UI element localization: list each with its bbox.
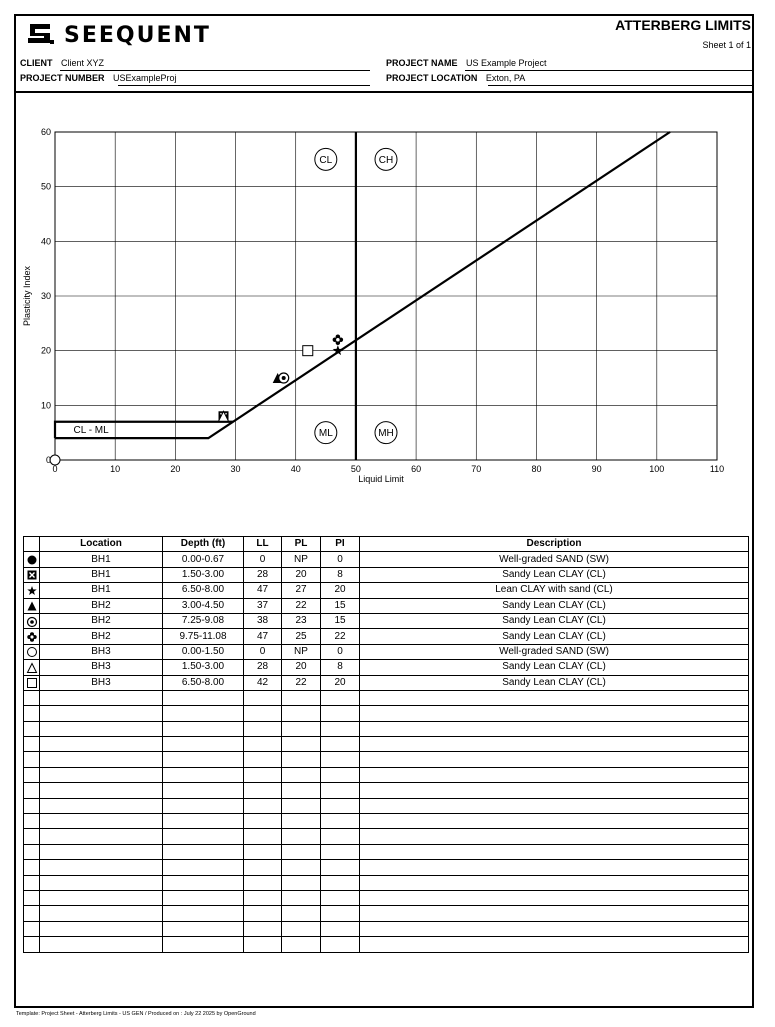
cell-pi: 0: [321, 644, 360, 659]
hatched-square-icon: [26, 569, 38, 581]
cell-pi: [321, 706, 360, 721]
cell-ll: [244, 798, 282, 813]
open-triangle-marker: [27, 663, 36, 672]
cell-ll: [244, 921, 282, 936]
table-row: [24, 921, 749, 936]
cell-pi: [321, 690, 360, 705]
x-tick-label: 70: [471, 464, 482, 474]
cell-symbol: [24, 644, 40, 659]
cell-pl: [282, 737, 321, 752]
plasticity-chart: [0, 100, 775, 600]
cell-depth: [163, 690, 244, 705]
project-number-value: USExampleProj: [113, 73, 177, 83]
cell-pl: NP: [282, 644, 321, 659]
cell-pl: 22: [282, 675, 321, 690]
cell-description: [360, 690, 749, 705]
circle-dot-icon: [26, 616, 38, 628]
y-tick-label: 10: [40, 400, 51, 411]
cell-location: [40, 844, 163, 859]
cell-ll: [244, 937, 282, 952]
cell-ll: 37: [244, 598, 282, 613]
cell-pl: [282, 829, 321, 844]
table-row: [24, 844, 749, 859]
zone-label-ml: ML: [318, 428, 333, 440]
cell-location: BH2: [40, 598, 163, 613]
cell-pi: 0: [321, 552, 360, 567]
cell-depth: [163, 937, 244, 952]
cell-description: Lean CLAY with sand (CL): [360, 583, 749, 598]
cell-ll: [244, 814, 282, 829]
cell-location: [40, 890, 163, 905]
cell-pi: [321, 937, 360, 952]
col-location: Location: [40, 537, 163, 552]
cell-symbol: [24, 937, 40, 952]
cell-pl: 20: [282, 567, 321, 582]
cell-location: [40, 737, 163, 752]
filled-circle-marker: [27, 556, 36, 565]
cell-depth: 7.25-9.08: [163, 613, 244, 628]
col-description: Description: [360, 537, 749, 552]
y-tick-label: 30: [40, 291, 51, 301]
x-tick-label: 20: [170, 464, 181, 474]
cell-pi: [321, 844, 360, 859]
cell-symbol: [24, 860, 40, 875]
table-row: [24, 552, 749, 567]
open-triangle-icon: [26, 662, 38, 674]
y-axis-label: Plasticity Index: [22, 265, 32, 327]
cell-symbol: [24, 675, 40, 690]
cell-ll: [244, 721, 282, 736]
project-name-label: PROJECT NAME: [386, 58, 458, 68]
cell-ll: [244, 844, 282, 859]
cell-description: [360, 906, 749, 921]
table-row: [24, 783, 749, 798]
cell-description: [360, 829, 749, 844]
cell-description: Well-graded SAND (SW): [360, 552, 749, 567]
cell-symbol: [24, 752, 40, 767]
cell-depth: [163, 783, 244, 798]
seequent-logo-icon: [26, 22, 56, 48]
data-point-open-square: [303, 346, 313, 356]
cell-description: Sandy Lean CLAY (CL): [360, 660, 749, 675]
cell-depth: [163, 706, 244, 721]
cell-pi: 8: [321, 567, 360, 582]
cell-depth: [163, 829, 244, 844]
cell-description: [360, 706, 749, 721]
header-separator: [14, 91, 754, 93]
zone-label-ch: CH: [378, 154, 394, 166]
cell-description: Sandy Lean CLAY (CL): [360, 613, 749, 628]
col-pl: PL: [282, 537, 321, 552]
cell-description: [360, 767, 749, 782]
cell-pl: 27: [282, 583, 321, 598]
cell-pl: [282, 860, 321, 875]
cell-location: [40, 690, 163, 705]
cell-symbol: [24, 706, 40, 721]
cell-pl: [282, 767, 321, 782]
cell-depth: [163, 844, 244, 859]
cell-pl: [282, 706, 321, 721]
cell-symbol: [24, 906, 40, 921]
y-tick-label: 20: [40, 345, 51, 356]
cell-ll: [244, 875, 282, 890]
cell-location: BH1: [40, 567, 163, 582]
table-row: [24, 675, 749, 690]
sheet-number: Sheet 1 of 1: [702, 40, 751, 50]
cell-pl: [282, 690, 321, 705]
table-row: [24, 906, 749, 921]
cell-symbol: [24, 783, 40, 798]
table-row: [24, 752, 749, 767]
cell-pi: 15: [321, 598, 360, 613]
cell-pi: 15: [321, 613, 360, 628]
client-row: [20, 58, 104, 68]
cell-symbol: [24, 629, 40, 644]
filled-circle-icon: [26, 554, 38, 566]
cell-description: [360, 798, 749, 813]
project-number-underline: [118, 85, 370, 86]
cell-depth: 3.00-4.50: [163, 598, 244, 613]
cell-pl: 25: [282, 629, 321, 644]
cell-pl: 22: [282, 598, 321, 613]
table-row: [24, 860, 749, 875]
y-tick-label: 0: [45, 455, 51, 465]
cell-pl: [282, 844, 321, 859]
cell-ll: [244, 890, 282, 905]
cell-pi: 20: [321, 583, 360, 598]
table-header-row: [24, 537, 749, 552]
cell-location: [40, 860, 163, 875]
cell-pl: [282, 752, 321, 767]
cell-symbol: [24, 814, 40, 829]
cell-ll: 38: [244, 613, 282, 628]
cell-description: [360, 860, 749, 875]
cell-symbol: [24, 921, 40, 936]
cell-pl: [282, 890, 321, 905]
cell-pl: [282, 875, 321, 890]
table-row: [24, 937, 749, 952]
cell-ll: [244, 906, 282, 921]
cell-pi: 22: [321, 629, 360, 644]
x-tick-label: 110: [709, 464, 725, 474]
y-tick-label: 40: [40, 236, 51, 247]
project-number-label: PROJECT NUMBER: [20, 73, 105, 83]
client-value: Client XYZ: [61, 58, 105, 68]
cell-location: [40, 783, 163, 798]
cell-depth: [163, 921, 244, 936]
x-tick-label: 60: [411, 464, 422, 474]
logo: [26, 22, 211, 48]
cell-pi: [321, 875, 360, 890]
cell-ll: 0: [244, 644, 282, 659]
cell-ll: 0: [244, 552, 282, 567]
table-row: [24, 890, 749, 905]
client-underline: [60, 70, 370, 71]
cell-location: BH2: [40, 629, 163, 644]
cell-depth: [163, 752, 244, 767]
star-marker: [27, 586, 36, 595]
cell-pl: 23: [282, 613, 321, 628]
report-title: ATTERBERG LIMITS: [615, 17, 751, 33]
cell-depth: 0.00-0.67: [163, 552, 244, 567]
cell-pi: [321, 721, 360, 736]
cell-ll: 47: [244, 629, 282, 644]
zone-label-cl: CL: [319, 154, 333, 166]
cell-description: Sandy Lean CLAY (CL): [360, 629, 749, 644]
col-pi: PI: [321, 537, 360, 552]
cell-depth: [163, 814, 244, 829]
cell-description: [360, 921, 749, 936]
col-depth: Depth (ft): [163, 537, 244, 552]
cell-location: [40, 767, 163, 782]
cell-depth: 9.75-11.08: [163, 629, 244, 644]
cell-depth: 6.50-8.00: [163, 675, 244, 690]
cell-pi: [321, 890, 360, 905]
cell-description: [360, 844, 749, 859]
table-row: [24, 629, 749, 644]
logo-text: SEEQUENT: [64, 22, 211, 48]
cell-description: [360, 890, 749, 905]
cell-location: BH1: [40, 552, 163, 567]
cell-pl: [282, 814, 321, 829]
table-row: [24, 737, 749, 752]
project-name-underline: [465, 70, 752, 71]
filled-triangle-icon: [26, 600, 38, 612]
table-row: [24, 767, 749, 782]
cell-location: [40, 798, 163, 813]
table-row: [24, 798, 749, 813]
cell-depth: [163, 860, 244, 875]
cell-location: [40, 937, 163, 952]
cell-description: [360, 783, 749, 798]
cell-ll: [244, 690, 282, 705]
cell-description: [360, 737, 749, 752]
cell-description: [360, 721, 749, 736]
cell-pl: [282, 783, 321, 798]
cell-description: Well-graded SAND (SW): [360, 644, 749, 659]
cell-depth: [163, 890, 244, 905]
y-tick-label: 50: [40, 181, 51, 192]
cell-ll: [244, 737, 282, 752]
project-location-underline: [488, 85, 752, 86]
cell-ll: 42: [244, 675, 282, 690]
cell-pi: [321, 829, 360, 844]
cell-ll: [244, 783, 282, 798]
cell-depth: [163, 906, 244, 921]
cell-symbol: [24, 613, 40, 628]
cell-pi: [321, 752, 360, 767]
col-ll: LL: [244, 537, 282, 552]
cell-pi: [321, 737, 360, 752]
project-name-row: [386, 58, 547, 68]
cell-pl: [282, 921, 321, 936]
data-point-circle-dot: [279, 373, 289, 383]
x-tick-label: 90: [591, 464, 602, 474]
cell-symbol: [24, 690, 40, 705]
cell-symbol: [24, 890, 40, 905]
cell-symbol: [24, 737, 40, 752]
cell-location: BH2: [40, 613, 163, 628]
table-row: [24, 721, 749, 736]
cell-ll: [244, 752, 282, 767]
filled-triangle-marker: [27, 602, 36, 611]
cell-pi: [321, 783, 360, 798]
cell-location: [40, 721, 163, 736]
cell-location: [40, 906, 163, 921]
cell-symbol: [24, 721, 40, 736]
cell-symbol: [24, 875, 40, 890]
table-row: [24, 814, 749, 829]
cell-pl: [282, 798, 321, 813]
cell-ll: 47: [244, 583, 282, 598]
data-point-gear: [333, 334, 344, 345]
table-row: [24, 567, 749, 582]
cell-depth: [163, 798, 244, 813]
cell-description: Sandy Lean CLAY (CL): [360, 675, 749, 690]
cell-pl: NP: [282, 552, 321, 567]
cell-ll: 28: [244, 567, 282, 582]
results-table: [23, 536, 749, 953]
cell-pi: [321, 860, 360, 875]
open-square-marker: [27, 679, 36, 688]
x-tick-label: 100: [649, 464, 665, 474]
cell-ll: [244, 860, 282, 875]
project-number-row: [20, 73, 177, 83]
x-tick-label: 0: [52, 464, 58, 474]
cell-ll: [244, 706, 282, 721]
cell-location: [40, 706, 163, 721]
open-circle-marker: [27, 648, 36, 657]
x-tick-label: 30: [230, 464, 241, 474]
x-tick-label: 80: [531, 464, 542, 474]
cell-description: [360, 814, 749, 829]
cell-description: Sandy Lean CLAY (CL): [360, 567, 749, 582]
cell-depth: [163, 875, 244, 890]
cell-ll: [244, 767, 282, 782]
cell-symbol: [24, 798, 40, 813]
cell-symbol: [24, 844, 40, 859]
x-tick-label: 40: [290, 464, 301, 474]
cell-symbol: [24, 567, 40, 582]
cell-location: BH3: [40, 660, 163, 675]
star-icon: [26, 585, 38, 597]
cell-description: [360, 752, 749, 767]
cell-depth: 6.50-8.00: [163, 583, 244, 598]
project-location-value: Exton, PA: [485, 73, 526, 83]
zone-label-cl-ml: CL - ML: [73, 424, 109, 436]
cell-symbol: [24, 829, 40, 844]
x-tick-label: 10: [110, 464, 121, 474]
cell-pi: [321, 921, 360, 936]
project-location-label: PROJECT LOCATION: [386, 73, 478, 83]
cell-location: BH1: [40, 583, 163, 598]
cell-location: [40, 814, 163, 829]
cell-pi: [321, 767, 360, 782]
cell-pi: 8: [321, 660, 360, 675]
table-row: [24, 644, 749, 659]
cell-pl: [282, 721, 321, 736]
x-tick-label: 50: [350, 464, 361, 474]
cell-description: [360, 937, 749, 952]
table-row: [24, 875, 749, 890]
cell-symbol: [24, 583, 40, 598]
hatched-square-marker: [27, 571, 36, 580]
cell-location: BH3: [40, 675, 163, 690]
table-row: [24, 583, 749, 598]
a-line: [55, 132, 670, 438]
cell-pi: 20: [321, 675, 360, 690]
cell-depth: 0.00-1.50: [163, 644, 244, 659]
cell-pi: [321, 906, 360, 921]
cell-pl: [282, 906, 321, 921]
cell-location: [40, 829, 163, 844]
table-row: [24, 706, 749, 721]
client-label: CLIENT: [20, 58, 53, 68]
table-row: [24, 660, 749, 675]
table-row: [24, 613, 749, 628]
project-location-row: [386, 73, 525, 83]
cell-pi: [321, 814, 360, 829]
gear-icon: [26, 631, 38, 643]
cell-ll: 28: [244, 660, 282, 675]
table-row: [24, 829, 749, 844]
cell-depth: [163, 721, 244, 736]
cell-symbol: [24, 767, 40, 782]
open-square-icon: [26, 677, 38, 689]
cell-location: [40, 875, 163, 890]
table-row: [24, 690, 749, 705]
y-tick-label: 60: [40, 127, 51, 137]
cell-pl: 20: [282, 660, 321, 675]
cell-description: [360, 875, 749, 890]
gear-marker: [27, 632, 36, 641]
cell-ll: [244, 829, 282, 844]
cell-location: BH3: [40, 644, 163, 659]
project-name-value: US Example Project: [466, 58, 547, 68]
cell-pl: [282, 937, 321, 952]
cell-depth: 1.50-3.00: [163, 567, 244, 582]
cell-pi: [321, 798, 360, 813]
cell-symbol: [24, 660, 40, 675]
footer-text: Template: Project Sheet - Atterberg Limits - US GEN / Produced on : July 22 2025 by OpenGround: [16, 1011, 256, 1017]
cell-symbol: [24, 552, 40, 567]
zone-label-mh: MH: [378, 428, 394, 440]
cell-depth: [163, 737, 244, 752]
cell-depth: [163, 767, 244, 782]
cell-description: Sandy Lean CLAY (CL): [360, 598, 749, 613]
cell-symbol: [24, 598, 40, 613]
x-axis-label: Liquid Limit: [358, 474, 404, 484]
table-row: [24, 598, 749, 613]
cell-location: [40, 921, 163, 936]
cell-location: [40, 752, 163, 767]
open-circle-icon: [26, 646, 38, 658]
col-symbol: [24, 537, 40, 552]
cell-depth: 1.50-3.00: [163, 660, 244, 675]
circle-dot-marker: [27, 617, 36, 626]
